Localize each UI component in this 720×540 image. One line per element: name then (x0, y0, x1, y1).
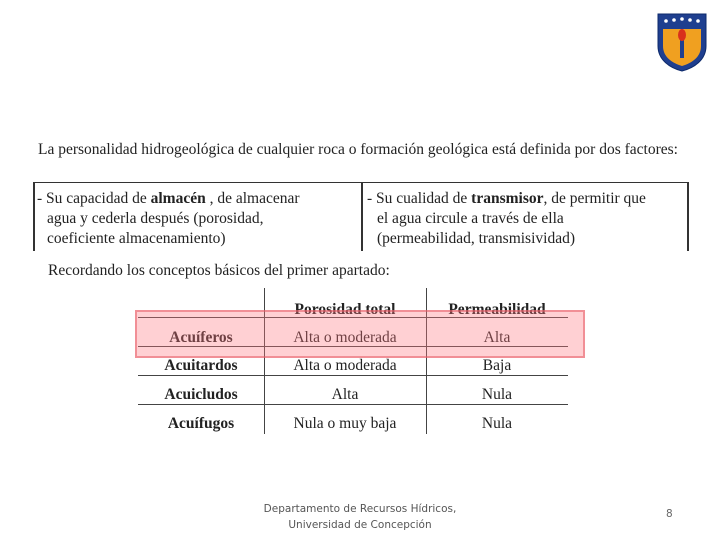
factor-storage-line2: agua y cederla después (porosidad, (47, 210, 264, 227)
factor-storage-term: almacén (150, 190, 206, 207)
table-row-2-name: Acuitardos (164, 357, 238, 374)
factor-transmission-term: transmisor (471, 190, 544, 207)
table-row-3-porosity: Alta (331, 386, 359, 403)
factors-border-left (33, 183, 35, 251)
table-row-4-name: Acuífugos (167, 415, 235, 432)
university-shield-logo (656, 12, 708, 72)
table-header-permeability: Permeabilidad (448, 301, 546, 318)
factor-transmission-line2: el agua circule a través de ella (377, 210, 564, 227)
table-row-2-permeability: Baja (482, 357, 512, 374)
table-row-2-porosity: Alta o moderada (293, 357, 397, 374)
footer-line1: Departamento de Recursos Hídricos, (263, 503, 457, 515)
table-row-1-permeability: Alta (483, 329, 511, 346)
factor-storage-line3: coeficiente almacenamiento) (47, 230, 226, 247)
table-row-3-permeability: Nula (481, 386, 513, 403)
recap-heading: Recordando los conceptos básicos del primer apartado: (48, 262, 390, 279)
factor-transmission-line1-rest: , de permitir que (543, 190, 646, 207)
factor-storage-prefix: - Su capacidad de (37, 190, 151, 207)
footer-line2: Universidad de Concepción (288, 519, 432, 531)
table-header-porosity: Porosidad total (294, 301, 396, 318)
table-row-3-name: Acuicludos (164, 386, 238, 403)
table-row-1-name: Acuíferos (169, 329, 233, 346)
factor-transmission (367, 189, 689, 249)
table-row-4-permeability: Nula (481, 415, 513, 432)
table-row-4-porosity: Nula o muy baja (293, 415, 397, 432)
factor-transmission-prefix: - Su cualidad de (367, 190, 472, 207)
factor-storage-line1-rest: , de almacenar (205, 190, 300, 207)
factors-box (33, 182, 689, 251)
factor-transmission-line3: (permeabilidad, transmisividad) (377, 230, 575, 247)
highlight-box (135, 310, 585, 358)
factors-divider (361, 183, 363, 251)
intro-paragraph: La personalidad hidrogeológica de cualquier roca o formación geológica está definida por dos factores: (38, 141, 678, 158)
page-number: 8 (666, 508, 673, 520)
factor-storage (37, 189, 359, 249)
table-row-1-porosity: Alta o moderada (293, 329, 397, 346)
footer (240, 501, 480, 533)
